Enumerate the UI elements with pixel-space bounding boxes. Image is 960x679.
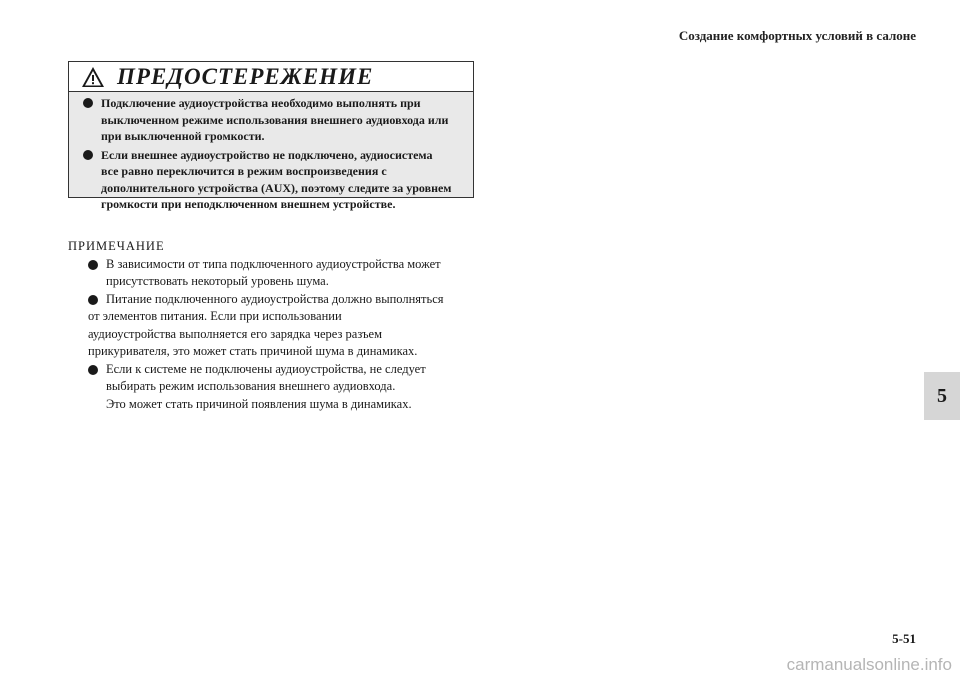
note-item [68, 361, 488, 414]
note-line: аудиоустройства выполняется его зарядка через разъем [88, 326, 382, 341]
note-line: В зависимости от типа подключенного аудиоустройства может [106, 256, 441, 271]
bullet-icon [83, 150, 93, 160]
warning-body [69, 92, 473, 213]
note-line: присутствовать некоторый уровень шума. [106, 274, 329, 288]
bullet-icon [88, 260, 98, 270]
page-number: 5-51 [892, 631, 916, 646]
warning-line: все равно переключится в режим воспроизведения с [101, 164, 387, 178]
warning-item [83, 95, 465, 145]
watermark: carmanualsonline.info [786, 655, 952, 674]
note-line: Если к системе не подключены аудиоустройства, не следует [106, 361, 426, 376]
note-line: от элементов питания. Если при использовании [88, 309, 342, 323]
warning-line: Подключение аудиоустройства необходимо выполнять при [101, 96, 421, 110]
note-section [68, 238, 488, 413]
warning-line: дополнительного устройства (AUX), поэтому следите за уровнем [101, 180, 452, 195]
chapter-tab: 5 [924, 372, 960, 420]
note-line: выбирать режим использования внешнего аудиовхода. [106, 379, 396, 393]
warning-triangle-icon [81, 66, 105, 88]
warning-line: при выключенной громкости. [101, 129, 265, 143]
warning-line: выключенном режиме использования внешнего аудиовхода или [101, 112, 449, 127]
note-line: Это может стать причиной появления шума в динамиках. [106, 396, 412, 411]
bullet-icon [83, 98, 93, 108]
note-item [68, 291, 488, 361]
warning-header [69, 62, 473, 92]
warning-item [83, 147, 465, 213]
warning-box [68, 61, 474, 211]
warning-line: громкости при неподключенном внешнем устройстве. [101, 197, 396, 211]
bullet-icon [88, 365, 98, 375]
note-line: прикуривателя, это может стать причиной шума в динамиках. [88, 344, 418, 358]
note-line: Питание подключенного аудиоустройства должно выполняться [106, 291, 444, 306]
warning-line: Если внешнее аудиоустройство не подключено, аудиосистема [101, 147, 433, 162]
warning-title: ПРЕДОСТЕРЕЖЕНИЕ [117, 63, 374, 89]
bullet-icon [88, 295, 98, 305]
note-title: ПРИМЕЧАНИЕ [68, 239, 165, 253]
section-title: Создание комфортных условий в салоне [678, 28, 916, 43]
note-item [68, 256, 488, 291]
